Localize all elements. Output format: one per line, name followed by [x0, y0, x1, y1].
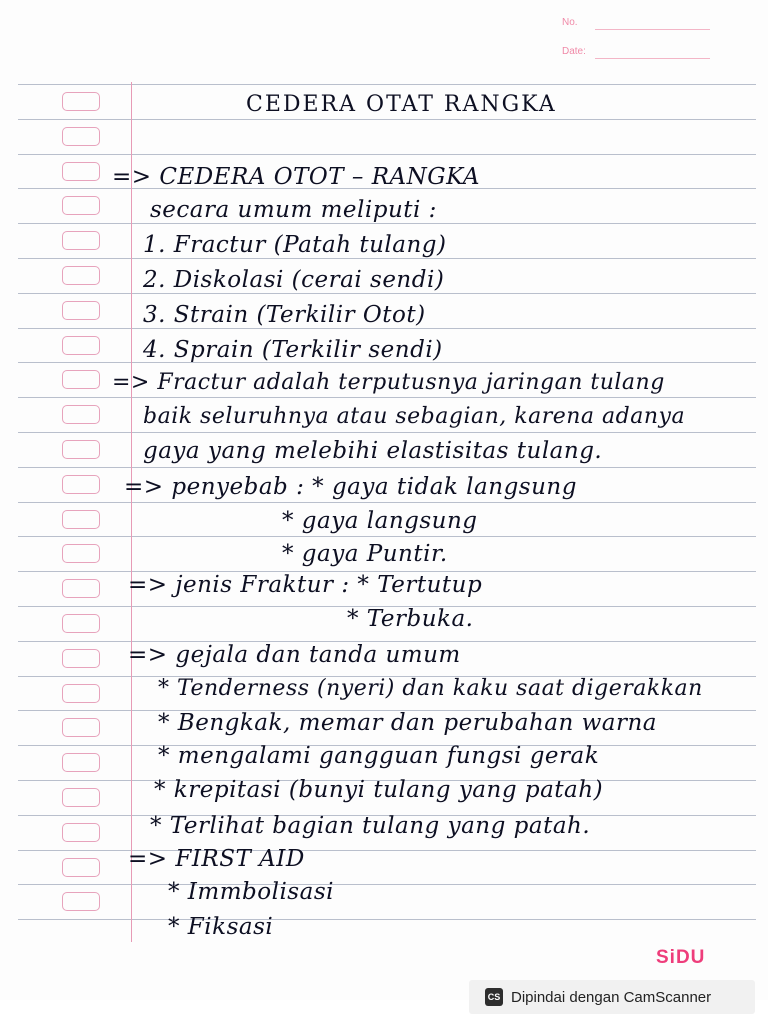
binding-hole [62, 892, 100, 911]
binding-hole [62, 649, 100, 668]
text-line: * Terbuka. [347, 606, 474, 632]
ruled-line [18, 84, 756, 85]
text-line: 3. Strain (Terkilir Otot) [143, 302, 426, 328]
binding-hole [62, 718, 100, 737]
text-line: * Fiksasi [168, 914, 274, 940]
ruled-line [18, 328, 756, 329]
binding-hole [62, 266, 100, 285]
binding-hole [62, 127, 100, 146]
binding-hole [62, 823, 100, 842]
text-line: * Immbolisasi [168, 879, 334, 905]
binding-hole [62, 788, 100, 807]
ruled-line [18, 397, 756, 398]
binding-hole [62, 858, 100, 877]
camscanner-icon: CS [485, 988, 503, 1006]
text-line: => gejala dan tanda umum [128, 642, 461, 668]
camscanner-label: Dipindai dengan CamScanner [511, 988, 712, 1006]
text-line: * Terlihat bagian tulang yang patah. [150, 813, 591, 839]
no-line [595, 29, 710, 30]
binding-hole [62, 475, 100, 494]
ruled-line [18, 154, 756, 155]
binding-hole [62, 614, 100, 633]
text-line: * mengalami gangguan fungsi gerak [158, 743, 600, 769]
text-line: secara umum meliputi : [150, 197, 437, 223]
binding-hole [62, 579, 100, 598]
text-line: => FIRST AID [128, 846, 305, 872]
ruled-line [18, 467, 756, 468]
page-title: CEDERA OTAT RANGKA [246, 92, 557, 117]
text-line: * krepitasi (bunyi tulang yang patah) [154, 777, 604, 803]
text-line: 1. Fractur (Patah tulang) [143, 232, 447, 258]
date-line [595, 58, 710, 59]
binding-hole [62, 92, 100, 111]
binding-hole [62, 231, 100, 250]
text-line: 4. Sprain (Terkilir sendi) [143, 337, 443, 363]
binding-hole [62, 405, 100, 424]
text-line: => penyebab : * gaya tidak langsung [124, 474, 577, 500]
ruled-line [18, 119, 756, 120]
text-line: * Bengkak, memar dan perubahan warna [158, 710, 658, 736]
ruled-line [18, 223, 756, 224]
binding-hole [62, 370, 100, 389]
ruled-line [18, 919, 756, 920]
no-label: No. [562, 17, 578, 28]
ruled-line [18, 502, 756, 503]
margin-line [131, 82, 132, 942]
ruled-line [18, 258, 756, 259]
text-line: * Tenderness (nyeri) dan kaku saat digerakkan [158, 676, 703, 701]
ruled-line [18, 432, 756, 433]
binding-hole [62, 510, 100, 529]
binding-hole [62, 301, 100, 320]
text-line: => Fractur adalah terputusnya jaringan tulang [112, 370, 665, 395]
text-line: gaya yang melebihi elastisitas tulang. [143, 438, 603, 464]
text-line: * gaya Puntir. [282, 541, 448, 567]
binding-hole [62, 336, 100, 355]
text-line: baik seluruhnya atau sebagian, karena adanya [143, 404, 686, 429]
date-label: Date: [562, 46, 586, 57]
ruled-line [18, 293, 756, 294]
brand-logo: SiDU [656, 947, 706, 968]
text-line: => jenis Fraktur : * Tertutup [128, 572, 483, 598]
binding-hole [62, 196, 100, 215]
binding-hole [62, 440, 100, 459]
ruled-line [18, 536, 756, 537]
ruled-line [18, 884, 756, 885]
text-line: => CEDERA OTOT – RANGKA [112, 164, 481, 190]
binding-hole [62, 544, 100, 563]
camscanner-badge [469, 980, 755, 1014]
binding-hole [62, 162, 100, 181]
binding-hole [62, 753, 100, 772]
text-line: 2. Diskolasi (cerai sendi) [143, 267, 445, 293]
binding-hole [62, 684, 100, 703]
text-line: * gaya langsung [282, 508, 478, 534]
